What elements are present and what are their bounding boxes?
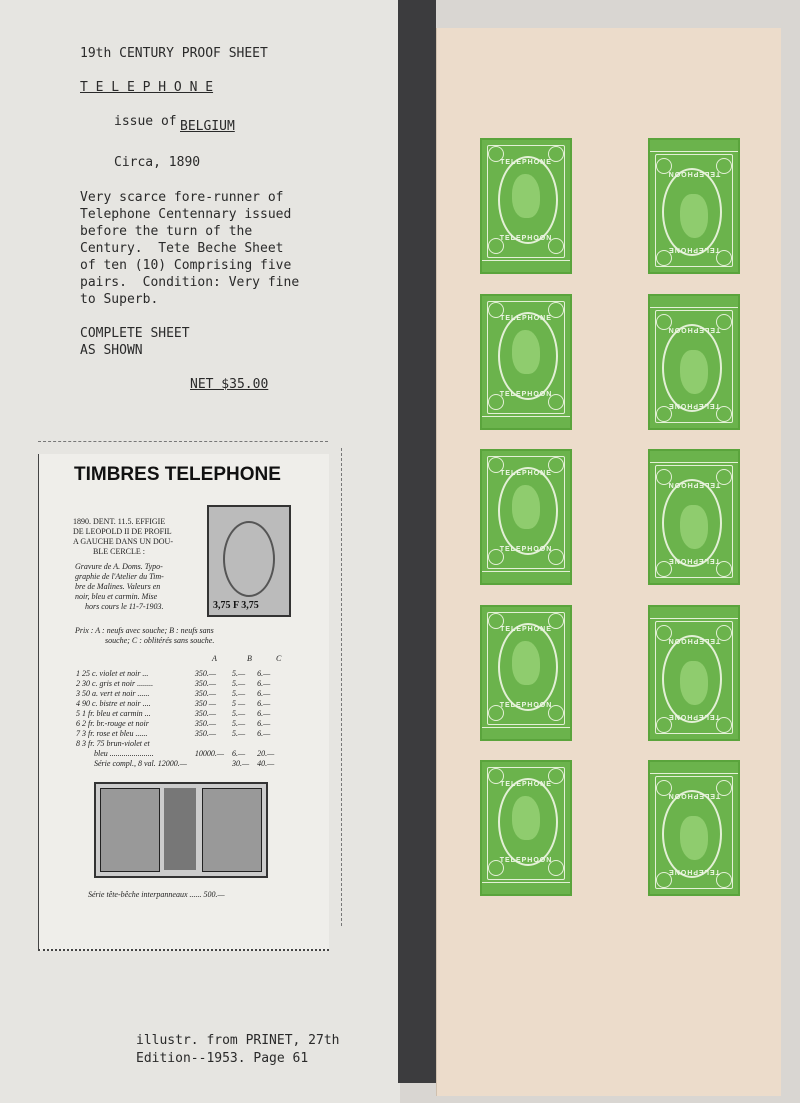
king-profile <box>512 796 540 840</box>
stamp-value-band <box>482 416 570 425</box>
stamp-upright <box>480 760 572 896</box>
stamp-label-bottom: TELEPHOON <box>499 546 553 553</box>
country-name: BELGIUM <box>180 119 235 134</box>
stamp-value-band <box>650 610 738 619</box>
stamp-label-top: TELEPHONE <box>500 315 552 322</box>
intro-line: 1890. DENT. 11.5. EFFIGIE <box>73 517 166 526</box>
stamp-label-bottom: TELEPHOON <box>667 792 721 799</box>
stamp-value-band <box>650 765 738 774</box>
footer-line: Edition--1953. Page 61 <box>136 1051 309 1066</box>
stamp-label-top: TELEPHONE <box>500 470 552 477</box>
table-row: 6 2 fr. br.-rouge et noir 350.— 5.— 6.— <box>76 718 271 728</box>
stamp-value-band <box>482 571 570 580</box>
stamp-label-bottom: TELEPHOON <box>499 857 553 864</box>
stamp-value-band <box>482 727 570 736</box>
net-price: NET $35.00 <box>190 377 269 392</box>
binder-divider <box>398 0 436 1083</box>
stamp-right <box>202 788 262 872</box>
col-header: B <box>247 654 252 663</box>
intro-line: DE LEOPOLD II DE PROFIL <box>73 527 172 536</box>
heading-line-1: 19th CENTURY PROOF SHEET <box>80 46 268 61</box>
gravure-line: noir, bleu et carmin. Mise <box>75 592 158 601</box>
table-row: 8 3 fr. 75 brun-violet et <box>76 738 150 748</box>
stamp-upright <box>480 449 572 585</box>
king-profile <box>512 174 540 218</box>
circa-date: Circa, 1890 <box>114 155 201 170</box>
table-row: 5 1 fr. bleu et carmin ... 350.— 5.— 6.— <box>76 708 271 718</box>
complete-line: AS SHOWN <box>80 343 143 358</box>
description-line: pairs. Condition: Very fine <box>80 275 300 290</box>
king-profile <box>680 816 708 860</box>
background <box>436 0 780 28</box>
stamp-value-band <box>482 260 570 269</box>
king-profile <box>680 194 708 238</box>
heading-line-2: T E L E P H O N E <box>80 80 214 95</box>
king-profile <box>512 330 540 374</box>
description-line: before the turn of the <box>80 224 253 239</box>
stamp-label-bottom: TELEPHOON <box>499 702 553 709</box>
king-profile <box>680 505 708 549</box>
stamp-label-bottom: TELEPHOON <box>667 170 721 177</box>
description-line: Century. Tete Beche Sheet <box>80 241 284 256</box>
stamp-value-band <box>650 454 738 463</box>
tete-beche-line: Série tête-bêche interpanneaux ...... 500.— <box>88 890 225 899</box>
gravure-line: Gravure de A. Doms. Typo- <box>75 562 163 571</box>
stamp-label-top: TELEPHONE <box>668 246 720 253</box>
complete-line: COMPLETE SHEET <box>80 326 190 341</box>
issue-of-label: issue of <box>114 114 177 129</box>
table-row: 2 30 c. gris et noir ........ 350.— 5.— 6.— <box>76 678 271 688</box>
king-profile <box>512 485 540 529</box>
table-row: bleu ...................... 10000.— 6.— 20.— <box>94 748 275 758</box>
stamp-label-bottom: TELEPHOON <box>499 235 553 242</box>
king-profile <box>512 641 540 685</box>
stamp-oval <box>223 521 275 597</box>
stamp-label-top: TELEPHONE <box>500 626 552 633</box>
stamp-left <box>100 788 160 872</box>
clipping-dashed-border <box>341 448 342 926</box>
table-row: 7 3 fr. rose et bleu ...... 350.— 5.— 6.— <box>76 728 271 738</box>
stamp-label-top: TELEPHONE <box>500 781 552 788</box>
stamp-label-bottom: TELEPHOON <box>667 481 721 488</box>
stamp-label-top: TELEPHONE <box>668 557 720 564</box>
stamp-label-bottom: TELEPHOON <box>667 637 721 644</box>
footer-line: illustr. from PRINET, 27th <box>136 1033 340 1048</box>
stamp-value-band <box>650 299 738 308</box>
prix-line: Prix : A : neufs avec souche; B : neufs sans <box>75 626 214 635</box>
stamp-upright <box>480 138 572 274</box>
intro-line: A GAUCHE DANS UN DOU- <box>73 537 173 546</box>
stamp-upright <box>480 294 572 430</box>
gutter <box>164 788 196 870</box>
stamp-label-top: TELEPHONE <box>668 713 720 720</box>
clipping-title: TIMBRES TELEPHONE <box>74 464 281 485</box>
col-header: A <box>212 654 217 663</box>
gravure-line: bre de Malines. Valeurs en <box>75 582 161 591</box>
price-table <box>72 668 278 768</box>
description-line: Very scarce fore-runner of <box>80 190 284 205</box>
gravure-line: hors cours le 11-7-1903. <box>85 602 164 611</box>
stamp-illustration <box>207 505 291 617</box>
description-line: Telephone Centennary issued <box>80 207 292 222</box>
table-row: 1 25 c. violet et noir ... 350.— 5.— 6.— <box>76 668 271 678</box>
stamp-inverted <box>648 760 740 896</box>
stamp-value: 3,75 F 3,75 <box>213 600 259 611</box>
table-row: Série compl., 8 val. 12000.— 30.— 40.— <box>94 758 275 768</box>
stamp-label-top: TELEPHONE <box>668 868 720 875</box>
description-line: to Superb. <box>80 292 159 307</box>
table-row: 3 50 a. vert et noir ...... 350.— 5.— 6.— <box>76 688 271 698</box>
stamp-inverted <box>648 294 740 430</box>
stamp-label-top: TELEPHONE <box>668 402 720 409</box>
stamp-upright <box>480 605 572 741</box>
stamp-inverted <box>648 138 740 274</box>
stamp-label-top: TELEPHONE <box>500 159 552 166</box>
table-row: 4 90 c. bistre et noir .... 350 — 5 — 6.— <box>76 698 271 708</box>
king-profile <box>680 661 708 705</box>
gravure-line: graphie de l'Atelier du Tim- <box>75 572 164 581</box>
description-line: of ten (10) Comprising five <box>80 258 292 273</box>
stamp-inverted <box>648 605 740 741</box>
clipping-dashed-border <box>38 441 328 442</box>
prix-line: souche; C : oblitérés sans souche. <box>105 636 215 645</box>
stamp-label-bottom: TELEPHOON <box>499 391 553 398</box>
intro-line: BLE CERCLE : <box>93 547 145 556</box>
stamp-value-band <box>650 143 738 152</box>
stamp-inverted <box>648 449 740 585</box>
tete-beche-pair-illustration <box>94 782 268 878</box>
stamp-value-band <box>482 882 570 891</box>
king-profile <box>680 350 708 394</box>
stamp-label-bottom: TELEPHOON <box>667 326 721 333</box>
col-header: C <box>276 654 282 663</box>
